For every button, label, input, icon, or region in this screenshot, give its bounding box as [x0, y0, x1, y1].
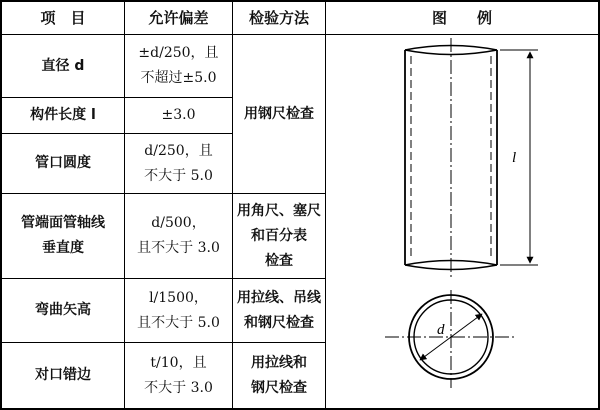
diameter-label: d — [437, 322, 445, 338]
tolerance-diameter: ±d/250，且 不超过±5.0 — [138, 45, 219, 86]
method-steel-rule: 用钢尺检查 — [244, 105, 314, 122]
item-roundness: 管口圆度 — [35, 155, 91, 171]
tolerance-misalignment: t/10，且 不大于 3.0 — [144, 354, 213, 396]
header-method: 检验方法 — [248, 8, 309, 27]
header-figure: 图 例 — [431, 8, 492, 27]
method-line-rule: 用拉线和 钢尺检查 — [251, 354, 307, 396]
tolerance-length: ±3.0 — [161, 107, 196, 123]
header-item: 项 目 — [40, 8, 86, 27]
item-perpendicularity: 管端面管轴线 垂直度 — [21, 215, 105, 256]
length-label: l — [512, 150, 517, 166]
item-misalignment: 对口错边 — [35, 367, 91, 383]
tolerance-bending: l/1500， 且不大于 5.0 — [137, 289, 220, 331]
header-tolerance: 允许偏差 — [148, 8, 209, 27]
pipe-section — [385, 290, 517, 388]
pipe-elevation — [405, 38, 497, 277]
method-square-gauge: 用角尺、塞尺 和百分表 检查 — [237, 202, 321, 269]
method-line-plumb: 用拉线、吊线 和钢尺检查 — [237, 289, 321, 331]
length-dimension — [500, 50, 538, 265]
item-diameter: 直径 d — [41, 57, 85, 74]
item-length: 构件长度 l — [30, 107, 96, 123]
tolerance-roundness: d/250，且 不大于 5.0 — [144, 142, 213, 184]
item-bending: 弯曲矢高 — [35, 302, 91, 318]
tolerance-perpendicularity: d/500， 且不大于 3.0 — [137, 215, 220, 256]
